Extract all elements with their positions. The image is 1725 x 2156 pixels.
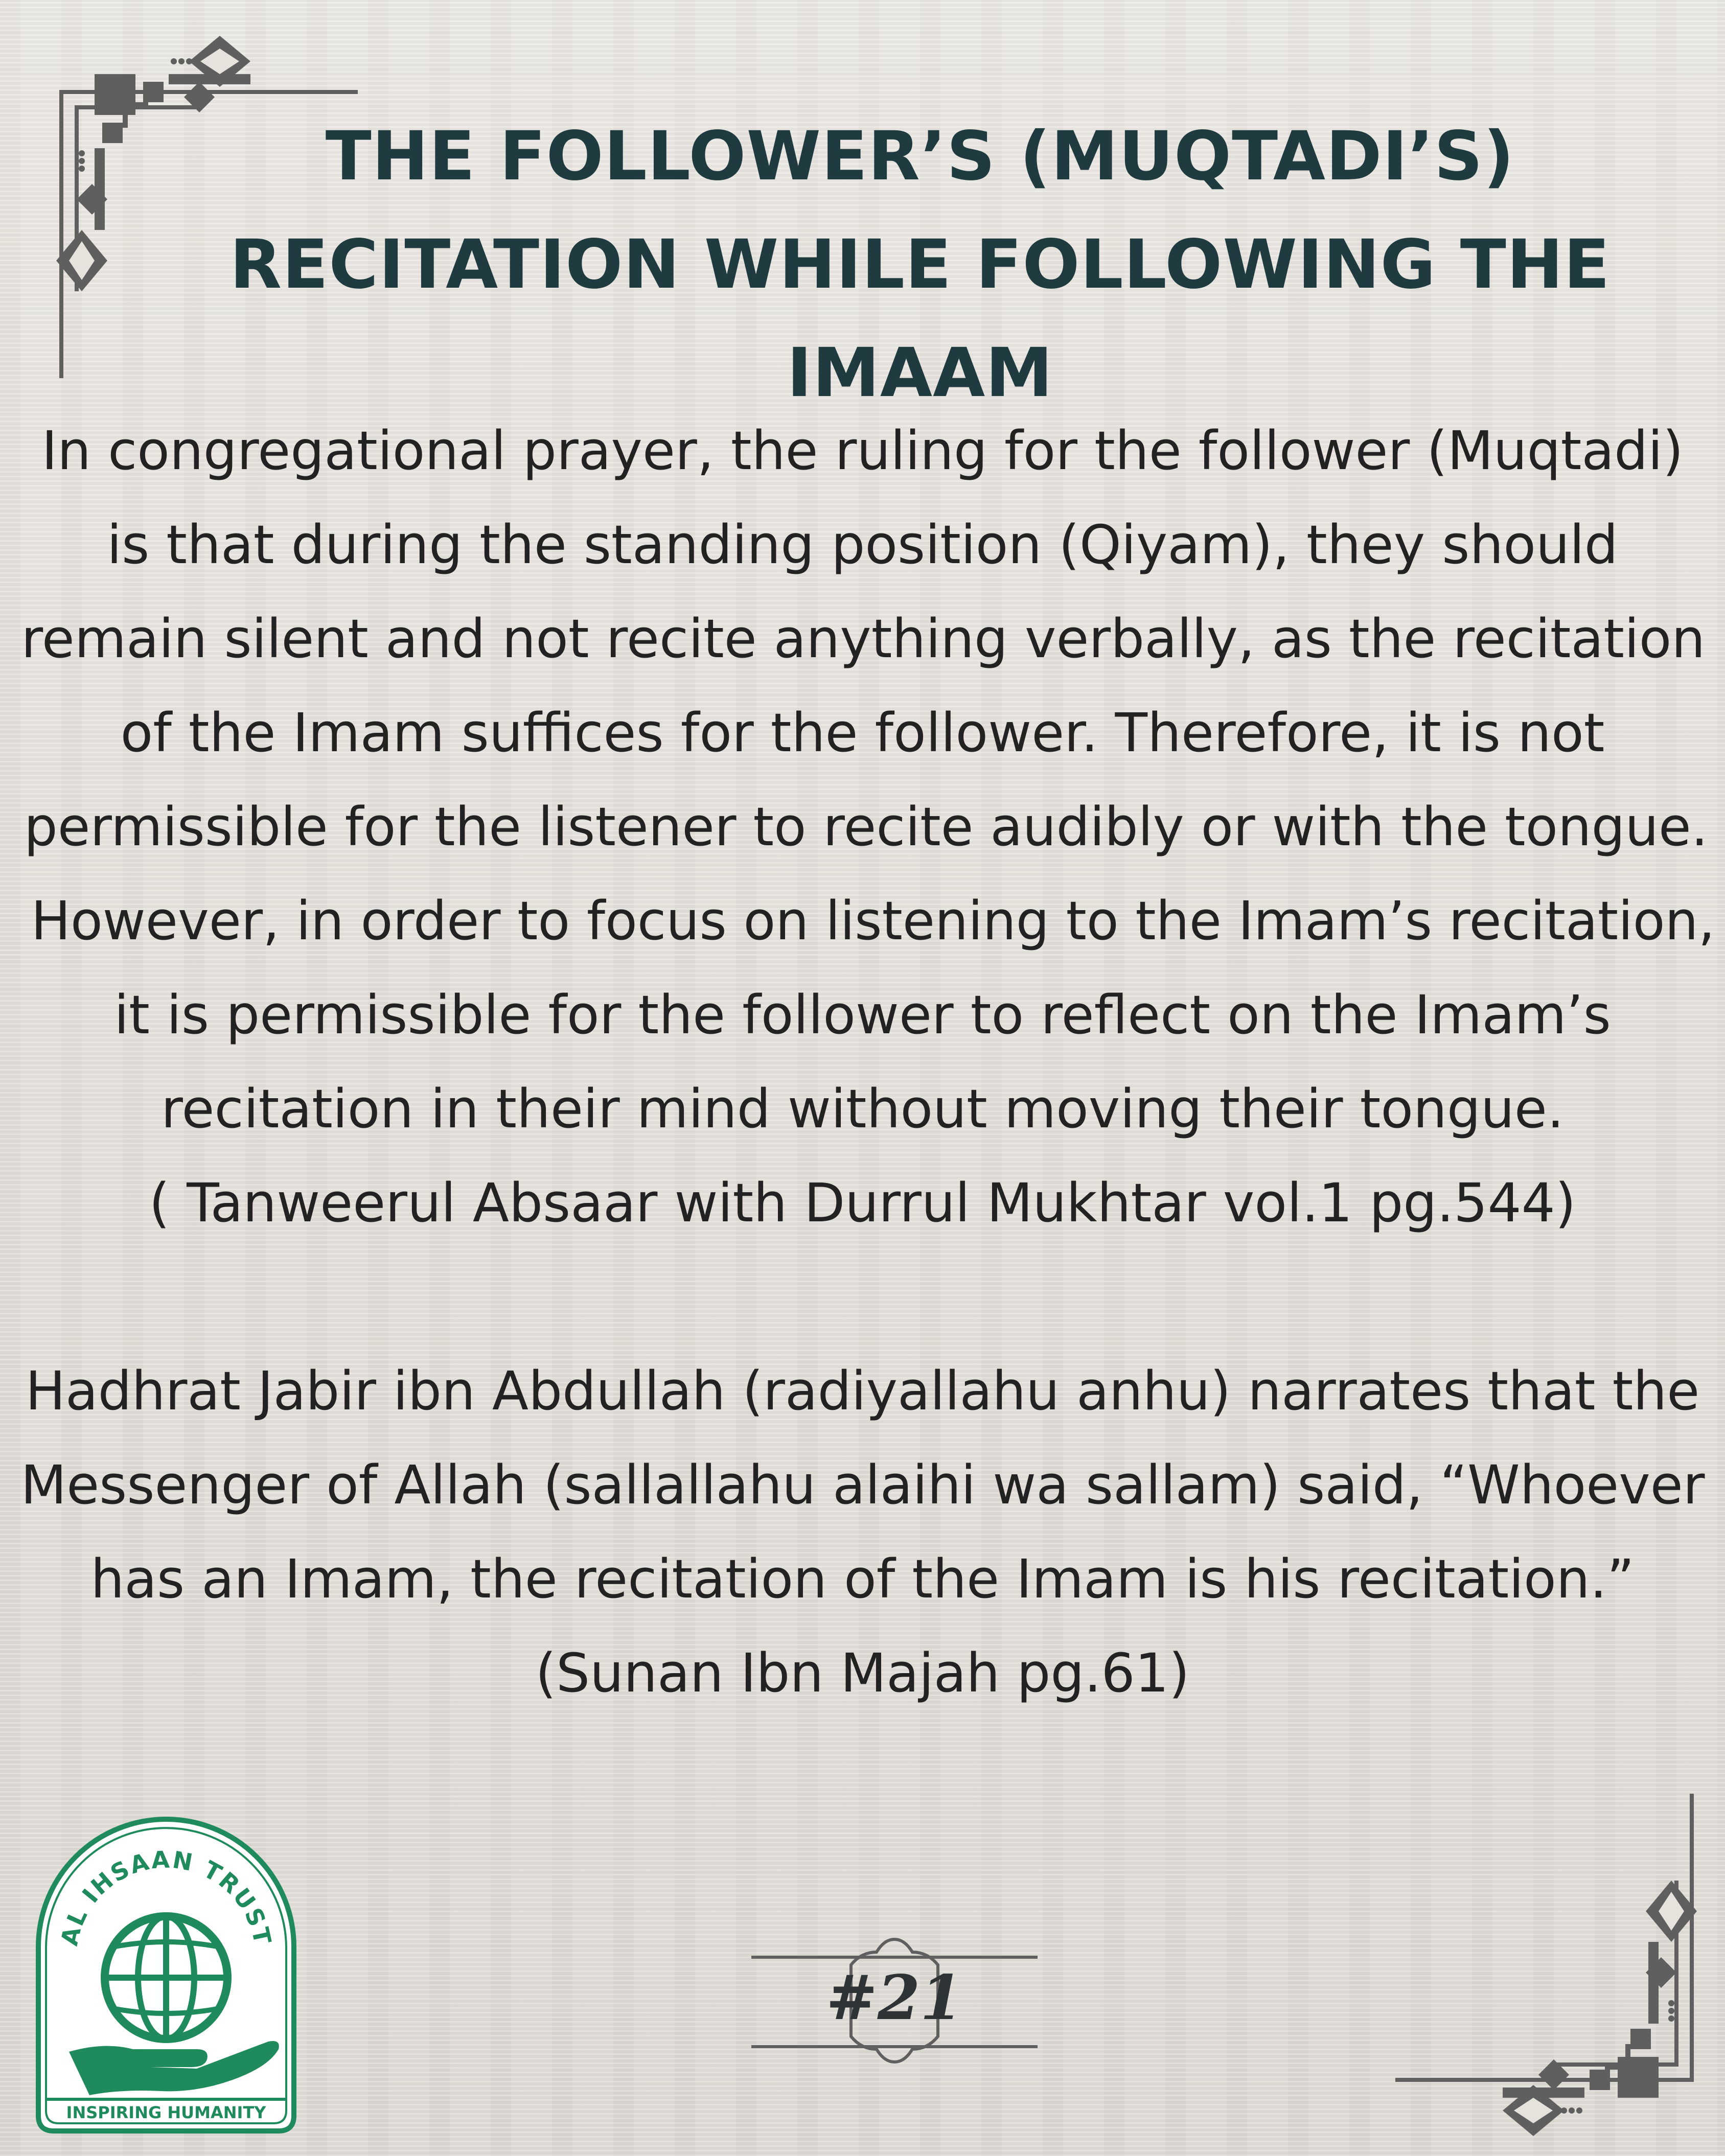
title-line: IMAAM xyxy=(787,334,1053,412)
paragraph-line: it is permissible for the follower to reflect on the Imam’s xyxy=(114,984,1611,1046)
globe-icon xyxy=(105,1916,227,2039)
paragraph-line: In congregational prayer, the ruling for the follower (Muqtadi) xyxy=(41,420,1684,482)
post-number: #21 xyxy=(826,1962,963,2034)
paragraph-line: recitation in their mind without moving their tongue. xyxy=(161,1078,1564,1140)
paragraph-line: permissible for the listener to recite audibly or with the tongue. xyxy=(24,796,1708,858)
citation-line: (Sunan Ibn Majah pg.61) xyxy=(535,1642,1190,1704)
paragraph-line: is that during the standing position (Qiyam), they should xyxy=(107,514,1618,576)
paragraph-line: remain silent and not recite anything verbally, as the recitation xyxy=(21,608,1706,670)
paragraph-line: has an Imam, the recitation of the Imam is his recitation.” xyxy=(90,1548,1635,1610)
title-line: RECITATION WHILE FOLLOWING THE xyxy=(229,225,1611,304)
title-line: THE FOLLOWER’S (MUQTADI’S) xyxy=(325,117,1515,196)
logo-tagline: INSPIRING HUMANITY xyxy=(66,2103,266,2122)
ruling-paragraph xyxy=(20,404,1715,1250)
paragraph-line: Hadhrat Jabir ibn Abdullah (radiyallahu anhu) narrates that the xyxy=(25,1360,1700,1422)
citation-line: ( Tanweerul Absaar with Durrul Mukhtar vol.1 pg.544) xyxy=(149,1172,1576,1234)
paragraph-line: of the Imam suffices for the follower. Therefore, it is not xyxy=(120,702,1605,764)
al-ihsaan-trust-logo xyxy=(28,1809,304,2136)
paragraph-line: However, in order to focus on listening to the Imam’s recitation, xyxy=(31,890,1715,952)
ornament-corner-bottom-right xyxy=(1380,1778,1707,2146)
page-title xyxy=(184,102,1656,427)
logo-arc-text: AL IHSAAN TRUST xyxy=(55,1845,277,1949)
paragraph-line: Messenger of Allah (sallallahu alaihi wa sallam) said, “Whoever xyxy=(20,1454,1705,1516)
hadith-paragraph xyxy=(20,1344,1705,1720)
